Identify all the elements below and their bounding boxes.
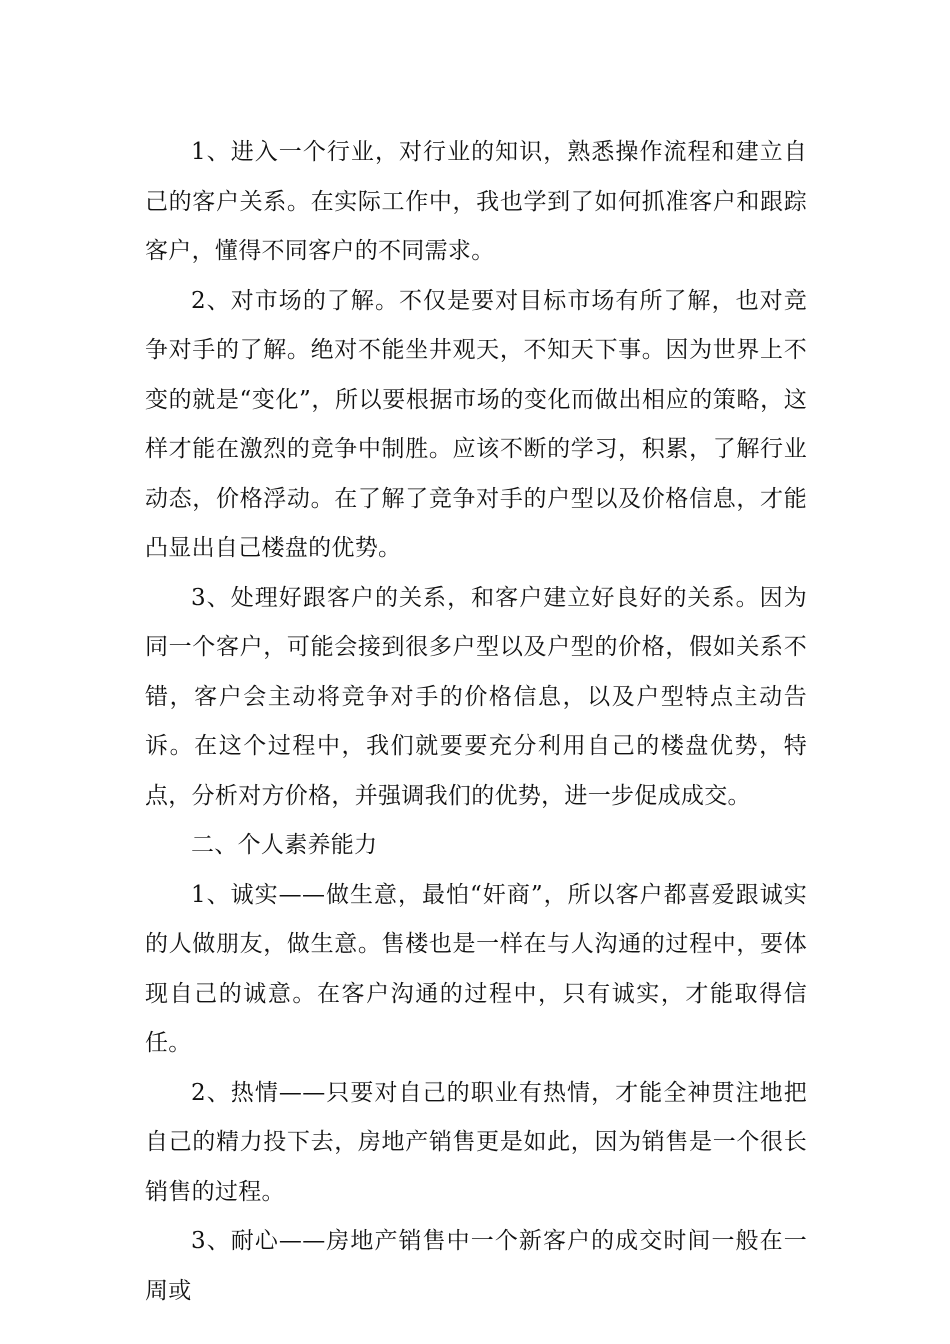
section-heading-personal-qualities: 二、个人素养能力: [191, 832, 378, 858]
paragraph-honesty: 1、诚实——做生意，最怕“奸商”，所以客户都喜爱跟诚实的人做朋友，做生意。售楼也是一样在与人沟通的过程中，要体现自己的诚意。在客户沟通的过程中，只有诚实，才能取得信任。: [145, 881, 807, 1056]
document-body: [145, 128, 807, 1316]
paragraph-patience: 3、耐心——房地产销售中一个新客户的成交时间一般在一周或: [145, 1228, 807, 1304]
paragraph-enthusiasm: 2、热情——只要对自己的职业有热情，才能全神贯注地把自己的精力投下去，房地产销售更是如此，因为销售是一个很长销售的过程。: [145, 1079, 807, 1205]
paragraph-market-understanding: 2、对市场的了解。不仅是要对目标市场有所了解，也对竞争对手的了解。绝对不能坐井观天，不知天下事。因为世界上不变的就是“变化”，所以要根据市场的变化而做出相应的策略，这样才能在激烈的竞争中制胜。应该不断的学习，积累，了解行业动态，价格浮动。在了解了竞争对手的户型以及价格信息，才能凸显出自己楼盘的优势。: [145, 287, 807, 561]
paragraph-client-relationship: 3、处理好跟客户的关系，和客户建立好良好的关系。因为同一个客户，可能会接到很多户型以及户型的价格，假如关系不错，客户会主动将竞争对手的价格信息，以及户型特点主动告诉。在这个过程中，我们就要要充分利用自己的楼盘优势，特点，分析对方价格，并强调我们的优势，进一步促成成交。: [145, 584, 807, 809]
paragraph-customer-relations: 1、进入一个行业，对行业的知识，熟悉操作流程和建立自己的客户关系。在实际工作中，我也学到了如何抓准客户和跟踪客户，懂得不同客户的不同需求。: [145, 139, 807, 264]
